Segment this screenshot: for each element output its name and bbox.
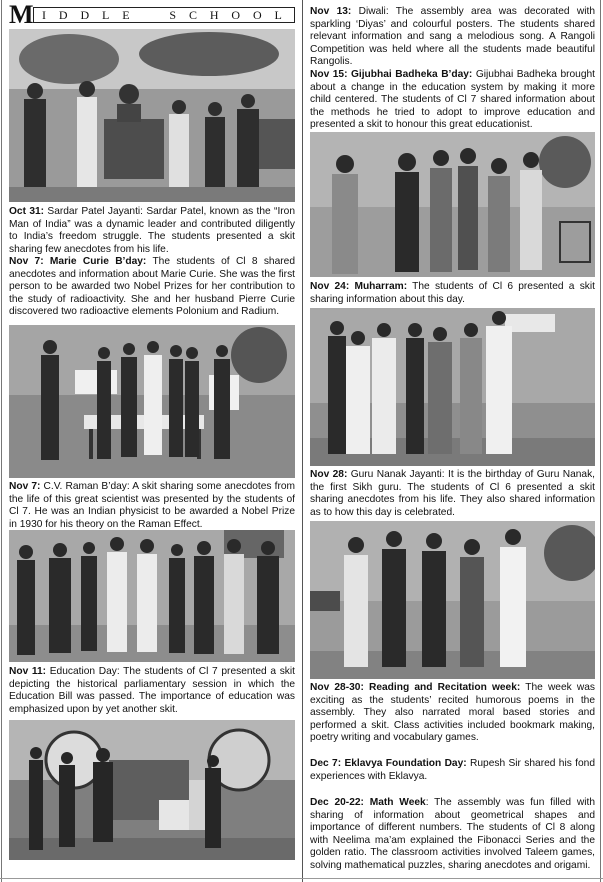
article-body: Diwali: The assembly area was decorated with sparkling ‘Diyas’ and colourful posters. The students shared relevant information and sang a melodious song. A Rangoli Competition was held where all the students made beautiful Rangolis. (310, 6, 595, 68)
article-body: The students of Cl 6 presented a skit sharing information about this day. (310, 281, 595, 305)
article-title: Nov 24: Muharram: (310, 281, 408, 292)
article-diwali (310, 6, 595, 69)
header-letter: D (80, 7, 90, 22)
header-letter: H (209, 7, 219, 22)
article-body: : The assembly was fun filled with sharing of information about geometrical shapes and importance of different numbers. The students of Cl 8 along with Neelima ma’am explained the Fibonacci Series and the golden ratio. The classroom activities involved Taleem games, solving mathematical puzzles, sharing anecdotes and origami. (310, 797, 596, 871)
article-body: The week was exciting as the students’ recited humorous poems in the assembly. They also narrated moral based stories and performed a skit. Class activities included bookmark making, poetry writing and vocabulary games. (310, 682, 595, 744)
header-letter: D (58, 7, 68, 22)
section-header (9, 0, 295, 29)
photo-education-day (9, 720, 295, 860)
page-edge-right (600, 0, 601, 882)
photo-cv-raman (9, 530, 295, 662)
article-body: Rupesh Sir shared his fond experiences with Eklavya. (310, 758, 595, 782)
page-edge-left (1, 0, 2, 882)
header-letter: S (169, 7, 177, 22)
article-cv-raman (9, 481, 295, 531)
article-title: Nov 28-30: Reading and Recitation week: (310, 682, 521, 693)
photo-gijubhai (310, 132, 595, 277)
article-title: Nov 13: (310, 6, 352, 17)
article-body: The students of Cl 8 shared anecdotes and information about Marie Curie. She was the first person to be awarded two Nobel Prizes for her contribution to the study of radioactivity. She and her husband Pierre Curie discovered two radioactive elements Polonium and Radium. (9, 256, 295, 318)
article-sardar-patel (9, 206, 295, 256)
article-reading-week (310, 682, 595, 745)
article-title: Nov 11: (9, 666, 47, 677)
article-title: Nov 15: Gijubhai Badheka B’day: (310, 69, 473, 80)
article-title: Dec 7: Eklavya Foundation Day: (310, 758, 467, 769)
article-title: Nov 7: Marie Curie B’day: (9, 256, 147, 267)
article-title: Oct 31: (9, 206, 45, 217)
article-body: Gijubhai Badheka brought about a change in the education system by making it more child centered. The students of Cl 7 shared information about the methods he tried to adopt to improve education and presented a skit to honour this great educationist. (310, 69, 595, 131)
header-letter: O (252, 7, 262, 22)
header-letter: E (122, 7, 130, 22)
article-body: Sardar Patel Jayanti: Sardar Patel, known as the “Iron Man of India” was a dynamic leader and contributed diligently to India’s freedom struggle. The students presented a skit sharing few anecdotes from his life. (9, 206, 296, 255)
header-letter: C (188, 7, 197, 22)
header-letter: I (42, 7, 46, 22)
article-math-week (310, 797, 595, 873)
article-body: Education Day: The students of Cl 7 presented a skit depicting the historical parliamentary session in which the Education Bill was passed. The importance of education was emphasized upon by yet another skit. (9, 666, 295, 715)
column-divider (302, 0, 303, 882)
photo-guru-nanak (310, 521, 595, 679)
photo-muharram (310, 308, 595, 466)
header-title-box (33, 7, 295, 23)
article-education-day (9, 666, 295, 716)
article-title: Dec 20-22: Math Week (310, 797, 426, 808)
page-bottom-rule (0, 878, 603, 879)
header-letter: L (102, 7, 110, 22)
article-eklavya-day (310, 758, 595, 783)
article-body: C.V. Raman B’day: A skit sharing some anecdotes from the life of this great scientist was presented by the students of Cl 7. He was an Indian physicist to be awarded a Nobel Prize in 1930 for his theory on the Raman Effect. (9, 481, 295, 530)
article-gijubhai (310, 69, 595, 132)
article-title: Nov 7: (9, 481, 41, 492)
article-guru-nanak (310, 469, 595, 519)
article-title: Nov 28: (310, 469, 348, 480)
header-letter: L (274, 7, 282, 22)
article-muharram (310, 281, 595, 306)
header-initial: M (9, 0, 34, 29)
article-marie-curie (9, 256, 295, 319)
photo-sardar-patel (9, 29, 295, 202)
photo-marie-curie (9, 325, 295, 478)
header-letter: O (231, 7, 241, 22)
article-body: Guru Nanak Jayanti: It is the birthday of Guru Nanak, the first Sikh guru. The students of Cl 6 presented a skit sharing anecdotes from his life. They also shared information as to how this day is celebrated. (310, 469, 595, 518)
